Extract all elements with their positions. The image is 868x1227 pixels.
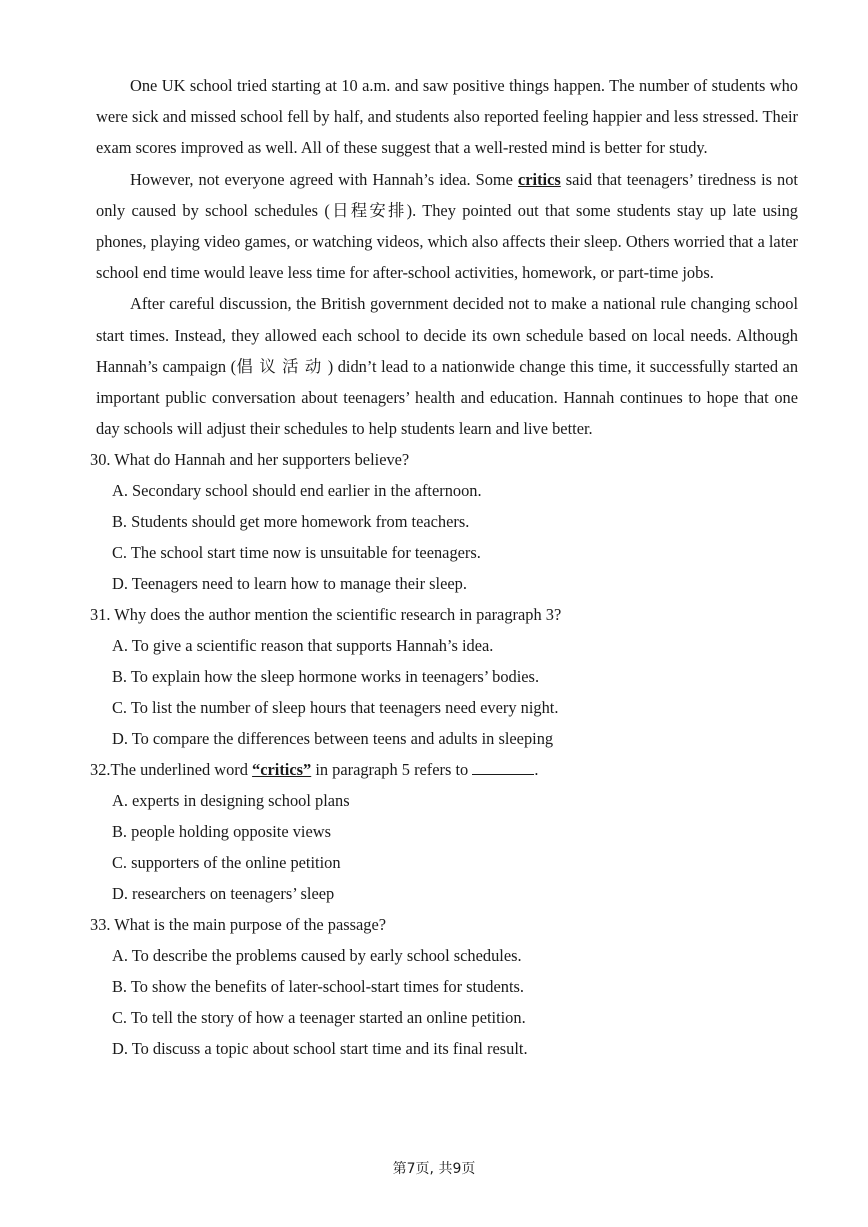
paragraph-3-text-b: ) didn’t lead to a nationwide change this time, it successfully started an important public conversation about teenagers’ health and education. Hannah continues to hope that one day schools will adjust their schedules to help students learn and live better. [96,356,799,439]
question-30 [90,444,798,599]
stem-text-b: in paragraph 5 refers to [311,760,473,780]
option-d: D. researchers on teenagers’ sleep [112,884,335,904]
question-31 [90,599,798,754]
option-d: D. To discuss a topic about school start time and its final result. [112,1039,528,1059]
question-stem: 30. What do Hannah and her supporters believe? [90,450,410,470]
question-stem: 31. Why does the author mention the scientific research in paragraph 3? [90,605,562,625]
paragraph-2 [96,164,798,289]
paragraph-1: One UK school tried starting at 10 a.m. and saw positive things happen. The number of students who were sick and missed school fell by half, and students also reported feeling happier and less stressed. Their exam scores improved as well. All of these suggest that a well-rested mind is better for study. [96,76,798,158]
option-d: D. Teenagers need to learn how to manage their sleep. [112,574,467,594]
stem-text-a: 32.The underlined word [90,760,253,780]
question-stem: 33. What is the main purpose of the passage? [90,915,387,935]
paragraph-2-text-b: said that teenagers’ tiredness is not only caused by school schedules (日程安排). They pointed out that some students stay up late using phones, playing video games, or watching videos, which also affects their sleep. Others worried that a later school end time would leave less time for after-school activities, homework, or part-time jobs. [96,169,798,283]
option-a: A. To give a scientific reason that supports Hannah’s idea. [112,636,494,656]
question-stem [90,754,798,785]
underlined-word-critics: “critics” [252,760,312,780]
option-c: C. To tell the story of how a teenager started an online petition. [112,1008,526,1028]
page-footer: 第7页, 共9页 [392,1161,476,1177]
stem-text-end: . [534,760,539,780]
option-b: B. To show the benefits of later-school-start times for students. [112,977,525,997]
option-b: B. To explain how the sleep hormone works in teenagers’ bodies. [112,667,540,687]
option-b: B. Students should get more homework from teachers. [112,512,470,532]
question-32 [90,754,798,909]
option-c: C. To list the number of sleep hours that teenagers need every night. [112,698,559,718]
paragraph-3-text-a: After careful discussion, the British government decided not to make a national rule changing school start times. Instead, they allowed each school to decide its own schedule based on local needs. Although Hannah’s campaign ( [96,294,798,376]
option-c: C. supporters of the online petition [112,853,341,873]
option-a: A. experts in designing school plans [112,791,350,811]
underlined-word-critics: critics [517,169,561,189]
chinese-gloss: 倡议活动 [236,356,328,376]
option-d: D. To compare the differences between teens and adults in sleeping [112,729,554,749]
option-a: A. To describe the problems caused by early school schedules. [112,946,522,966]
option-a: A. Secondary school should end earlier in the afternoon. [112,481,482,501]
question-33 [90,909,798,1064]
option-b: B. people holding opposite views [112,822,331,842]
answer-blank [472,760,534,775]
paragraph-3 [96,288,798,444]
paragraph-2-text-a: However, not everyone agreed with Hannah’s idea. Some [130,169,518,189]
option-c: C. The school start time now is unsuitable for teenagers. [112,543,481,563]
